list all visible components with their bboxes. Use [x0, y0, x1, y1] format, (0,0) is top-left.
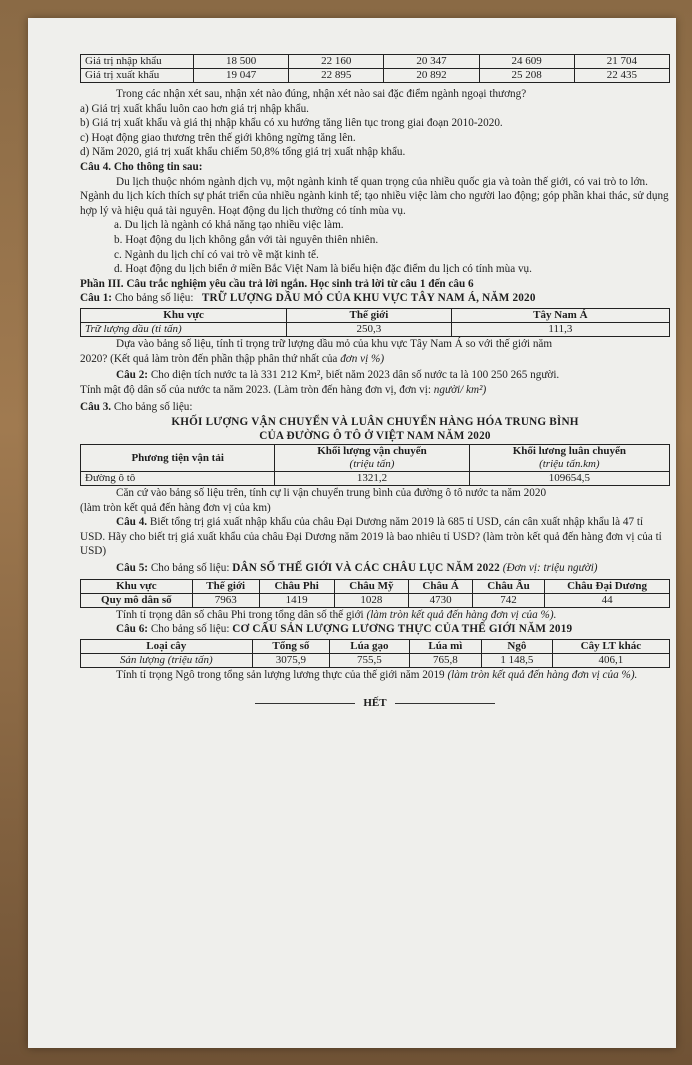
table-header — [275, 445, 469, 472]
q3-intro: Trong các nhận xét sau, nhận xét nào đúng, nhận xét nào sai đặc điểm ngành ngoại thương? — [116, 88, 527, 100]
table-cell: 1321,2 — [275, 472, 469, 486]
table-cell: 22 435 — [574, 69, 669, 83]
c5-lead: Cho bảng số liệu: — [150, 562, 233, 575]
c1-question-b — [80, 352, 670, 367]
c1-lead: Cho bảng số liệu: — [114, 292, 194, 305]
table-cell: 111,3 — [451, 322, 669, 336]
c3-intro — [80, 400, 670, 415]
end-line-right — [395, 703, 495, 704]
q4-option-d: d. Hoạt động du lịch biển ở miền Bắc Việt Nam là biểu hiện đặc điểm du lịch có tính mùa vụ. — [114, 263, 532, 276]
c1-title: TRỮ LƯỢNG DẦU MỎ CỦA KHU VỰC TÂY NAM Á, NĂM 2020 — [201, 292, 536, 305]
table-header: Ngô — [482, 639, 553, 653]
table-header: Tây Nam Á — [451, 308, 669, 322]
c3-table — [80, 444, 670, 486]
c2-unit: người/ km²) — [433, 383, 487, 396]
c2-line-a — [80, 368, 670, 383]
table-header: Châu Đại Dương — [545, 579, 670, 593]
table-header: Châu Âu — [472, 579, 544, 593]
q4-option-b: b. Hoạt động du lịch không gắn với tài nguyên thiên nhiên. — [114, 233, 379, 246]
c3-question-a: Căn cứ vào bảng số liệu trên, tính cự li vận chuyển trung bình của đường ô tô nước ta năm 2020 — [116, 487, 547, 500]
table-header: Thế giới — [287, 308, 452, 322]
c6-table — [80, 639, 670, 668]
part3-heading: Phần III. Câu trắc nghiệm yêu cầu trả lời ngắn. Học sinh trả lời từ câu 1 đến câu 6 — [80, 277, 474, 290]
c1-question-a: Dựa vào bảng số liệu, tính tỉ trọng trữ lượng dầu mỏ của khu vực Tây Nam Á so với thế giới năm — [116, 337, 553, 350]
c3-h3-unit: (triệu tấn.km) — [539, 458, 600, 471]
table-header: Khu vực — [81, 308, 287, 322]
row-label: Đường ô tô — [81, 472, 275, 486]
c5-title: DÂN SỐ THẾ GIỚI VÀ CÁC CHÂU LỤC NĂM 2022 — [232, 562, 500, 575]
end-line-left — [255, 703, 355, 704]
c5-unit: (Đơn vị: triệu người) — [502, 562, 598, 575]
table-cell: 250,3 — [287, 322, 452, 336]
table-header: Khu vực — [81, 579, 193, 593]
exam-content — [80, 26, 670, 711]
table-header: Cây LT khác — [552, 639, 669, 653]
table-cell: 18 500 — [194, 55, 289, 69]
q3-option-c: c) Hoạt động giao thương trên thế giới không ngừng tăng lên. — [80, 131, 356, 144]
table-header: Châu Phi — [259, 579, 334, 593]
table-row — [81, 639, 670, 653]
row-label: Sản lượng (triệu tấn) — [81, 653, 253, 667]
c1-label: Câu 1: — [80, 292, 113, 305]
table-cell: 765,8 — [409, 653, 481, 667]
c1-table — [80, 308, 670, 337]
c6-label: Câu 6: — [116, 623, 149, 636]
table-row — [81, 472, 670, 486]
table-header — [469, 445, 669, 472]
c3-h3-label: Khối lương luân chuyển — [512, 445, 626, 458]
c5-table — [80, 579, 670, 608]
c6-question — [80, 668, 670, 683]
c6-question-text: Tính tỉ trọng Ngô trong tổng sản lượng lương thực của thế giới năm 2019 — [116, 668, 448, 681]
c1-question-b-text: 2020? (Kết quả làm tròn đến phần thập phân thứ nhất của — [80, 352, 341, 365]
c1-unit: đơn vị %) — [340, 352, 385, 365]
table-header: Lúa mì — [409, 639, 481, 653]
c4-text — [80, 515, 670, 559]
table-cell: 3075,9 — [252, 653, 330, 667]
c5-question-text: Tính tỉ trọng dân số châu Phi trong tổng dân số thế giới — [116, 608, 367, 621]
table-row — [81, 445, 670, 472]
table-cell: 742 — [472, 593, 544, 607]
table-cell: 25 208 — [479, 69, 574, 83]
q4-title: Câu 4. Cho thông tin sau: — [80, 160, 203, 173]
q4-option-a: a. Du lịch là ngành có khả năng tạo nhiều việc làm. — [114, 219, 344, 232]
c3-label: Câu 3. — [80, 401, 112, 414]
table-row — [81, 308, 670, 322]
trade-table — [80, 54, 670, 83]
table-cell: 20 892 — [384, 69, 479, 83]
end-marker — [80, 696, 670, 711]
row-label: Quy mô dân số — [81, 593, 193, 607]
table-cell: 44 — [545, 593, 670, 607]
table-header: Tổng số — [252, 639, 330, 653]
q4-text: Du lịch thuộc nhóm ngành dịch vụ, một ngành kinh tế quan trọng của nhiều quốc gia và toàn thế giới, có vai trò to lớn. Ngành du lịch kích thích sự phát triển của nhiều ngành kinh tế; tạo nhiều việc làm cho người lao động; góp phần khai thác, sử dụng hợp lý và hiệu quả tài nguyên. Hoạt động du lịch thường có tính mùa vụ. — [80, 175, 669, 217]
table-header: Châu Mỹ — [334, 579, 409, 593]
c6-lead: Cho bảng số liệu: — [150, 623, 233, 636]
table-row — [81, 579, 670, 593]
table-cell: 21 704 — [574, 55, 669, 69]
table-cell: 4730 — [409, 593, 473, 607]
c3-h2-unit: (triệu tấn) — [349, 458, 395, 471]
table-cell: 1028 — [334, 593, 409, 607]
table-cell: 755,5 — [330, 653, 410, 667]
paper-sheet — [28, 18, 676, 1048]
table-cell: 24 609 — [479, 55, 574, 69]
table-cell: 20 347 — [384, 55, 479, 69]
table-row — [81, 322, 670, 336]
c2-text-b: Tính mật độ dân số của nước ta năm 2023. (Làm tròn đến hàng đơn vị, đơn vị: — [80, 383, 434, 396]
table-header: Thế giới — [192, 579, 259, 593]
row-label: Giá trị nhập khẩu — [81, 55, 194, 69]
table-row — [81, 653, 670, 667]
table-cell: 22 895 — [289, 69, 384, 83]
c3-question-b: (làm tròn kết quả đến hàng đơn vị của km) — [80, 501, 271, 514]
c5-question — [80, 608, 670, 623]
c2-text-a: Cho diện tích nước ta là 331 212 Km², biết năm 2023 dân số nước ta là 100 250 265 người. — [150, 369, 560, 382]
c3-title-2: CỦA ĐƯỜNG Ô TÔ Ở VIỆT NAM NĂM 2020 — [259, 430, 491, 443]
table-cell: 109654,5 — [469, 472, 669, 486]
table-header: Châu Á — [409, 579, 473, 593]
table-cell: 1419 — [259, 593, 334, 607]
row-label: Giá trị xuất khẩu — [81, 69, 194, 83]
table-row — [81, 593, 670, 607]
end-text: HẾT — [363, 697, 387, 710]
row-label: Trữ lượng dầu (tỉ tấn) — [81, 322, 287, 336]
c6-title: CƠ CẤU SẢN LƯỢNG LƯƠNG THỰC CỦA THẾ GIỚI NĂM 2019 — [232, 623, 573, 636]
c6-intro — [80, 622, 670, 637]
table-row — [81, 69, 670, 83]
c4-label: Câu 4. — [116, 516, 148, 529]
table-header: Phương tiện vận tải — [81, 445, 275, 472]
table-cell: 1 148,5 — [482, 653, 553, 667]
q3-option-d: d) Năm 2020, giá trị xuất khẩu chiếm 50,8% tổng giá trị xuất nhập khẩu. — [80, 146, 406, 159]
c3-title-1: KHỐI LƯỢNG VẬN CHUYỂN VÀ LUÂN CHUYỂN HÀNG HÓA TRUNG BÌNH — [171, 415, 579, 428]
c1-intro — [80, 291, 670, 306]
c3-lead: Cho bảng số liệu: — [113, 401, 193, 414]
table-cell: 22 160 — [289, 55, 384, 69]
table-cell: 19 047 — [194, 69, 289, 83]
c2-line-b — [80, 383, 670, 398]
c5-label: Câu 5: — [116, 562, 149, 575]
table-header: Loại cây — [81, 639, 253, 653]
table-row — [81, 55, 670, 69]
c2-label: Câu 2: — [116, 369, 149, 382]
c5-intro — [80, 561, 670, 576]
q4-option-c: c. Ngành du lịch chỉ có vai trò về mặt kinh tế. — [114, 248, 319, 261]
table-cell: 406,1 — [552, 653, 669, 667]
table-header: Lúa gạo — [330, 639, 410, 653]
q3-option-a: a) Giá trị xuất khẩu luôn cao hơn giá trị nhập khẩu. — [80, 102, 309, 115]
q3-option-b: b) Giá trị xuất khẩu và giá thị nhập khẩu có xu hướng tăng liên tục trong giai đoạn 2010-2020. — [80, 117, 503, 130]
c3-h2-label: Khối lượng vận chuyển — [317, 445, 427, 458]
table-cell: 7963 — [192, 593, 259, 607]
c5-question-note: (làm tròn kết quả đến hàng đơn vị của %). — [366, 608, 557, 621]
c4-body: Biết tổng trị giá xuất nhập khẩu của châu Đại Dương năm 2019 là 685 tỉ USD, cán cân xuất nhập khẩu là 47 tỉ USD. Hãy cho biết trị giá xuất khẩu của châu Đại Dương năm 2019 là bao nhiêu tỉ USD? (làm tròn kết quả đến hàng đơn vị của tỉ USD) — [80, 516, 662, 558]
c6-question-note: (làm tròn kết quả đến hàng đơn vị của %). — [447, 668, 638, 681]
